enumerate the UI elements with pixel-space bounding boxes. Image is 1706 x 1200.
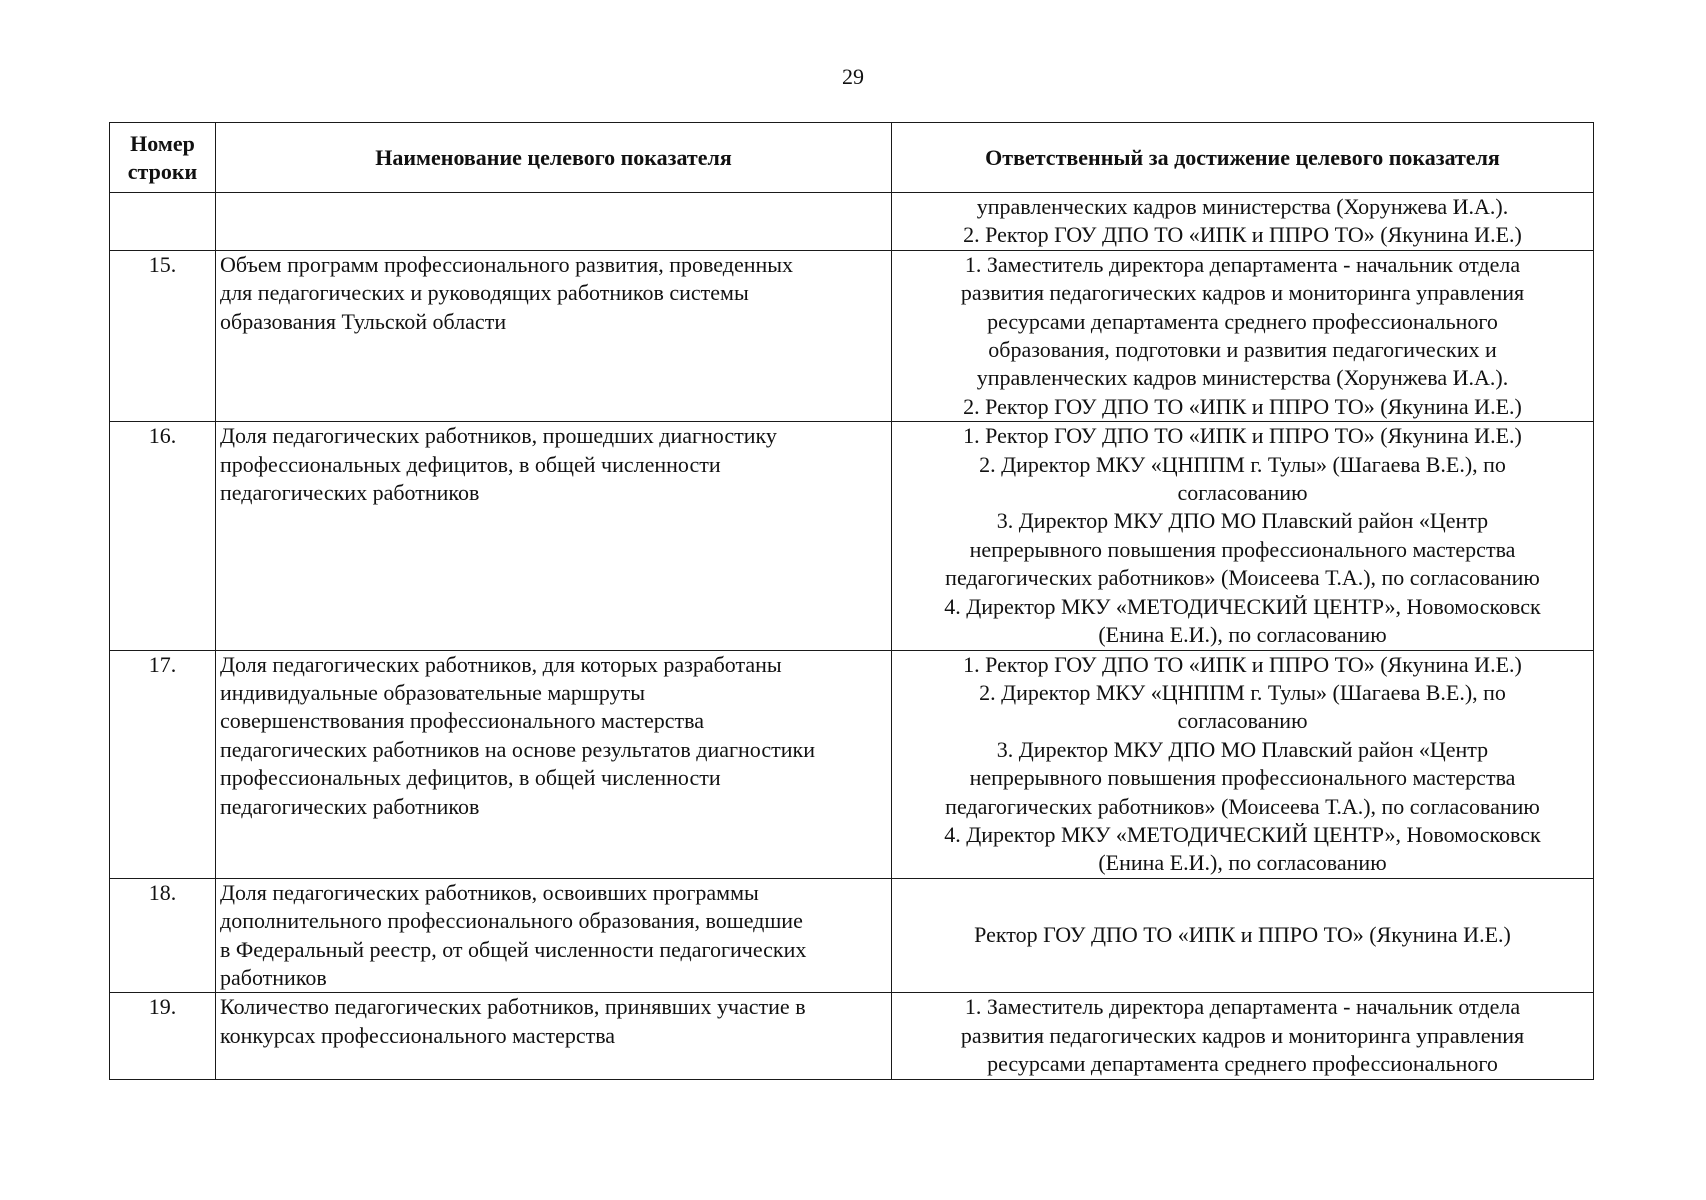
- row-number: 15.: [110, 250, 216, 421]
- responsible-line: 2. Ректор ГОУ ДПО ТО «ИПК и ППРО ТО» (Якунина И.Е.): [963, 222, 1522, 248]
- header-indicator-name: Наименование целевого показателя: [216, 123, 892, 193]
- indicator-name-line: педагогических работников: [220, 480, 480, 506]
- responsible-line: непрерывного повышения профессионального мастерства: [969, 765, 1516, 791]
- table-row: [110, 250, 1594, 421]
- responsible-line: непрерывного повышения профессионального мастерства: [969, 536, 1516, 562]
- responsible-line: согласованию: [1177, 708, 1308, 734]
- responsible-line: 4. Директор МКУ «МЕТОДИЧЕСКИЙ ЦЕНТР», Новомосковск: [944, 593, 1541, 619]
- indicators-table: [109, 122, 1594, 1080]
- responsible-line: ресурсами департамента среднего профессионального: [987, 308, 1498, 334]
- responsible-line: 3. Директор МКУ ДПО МО Плавский район «Центр: [996, 736, 1489, 762]
- responsible-line: (Енина Е.И.), по согласованию: [1098, 622, 1387, 648]
- responsible-line: развития педагогических кадров и мониторинга управления: [960, 1022, 1525, 1048]
- indicator-name-line: совершенствования профессионального мастерства: [220, 708, 704, 734]
- indicator-name-line: для педагогических и руководящих работников системы: [220, 280, 749, 306]
- indicator-name-line: Доля педагогических работников, для которых разработаны: [220, 651, 782, 677]
- responsible-line: согласованию: [1177, 480, 1308, 506]
- responsible-cell: [892, 193, 1594, 251]
- row-number: [110, 193, 216, 251]
- indicator-name-line: работников: [220, 964, 327, 990]
- page-number: 29: [842, 64, 864, 89]
- responsible-line: (Енина Е.И.), по согласованию: [1098, 850, 1387, 876]
- responsible-line: 3. Директор МКУ ДПО МО Плавский район «Центр: [996, 508, 1489, 534]
- indicator-name-cell: [216, 878, 892, 993]
- responsible-cell: [892, 878, 1594, 993]
- header-row-number-line: строки: [127, 158, 198, 184]
- indicator-name-cell: [216, 422, 892, 650]
- indicator-name-cell: [216, 650, 892, 878]
- indicator-name-cell: [216, 993, 892, 1079]
- indicator-name-line: Количество педагогических работников, принявших участие в: [220, 994, 806, 1020]
- responsible-cell: [892, 993, 1594, 1079]
- indicator-name-cell: [216, 193, 892, 251]
- responsible-line: 1. Заместитель директора департамента - начальник отдела: [964, 994, 1521, 1020]
- responsible-line: педагогических работников» (Моисеева Т.А.), по согласованию: [945, 565, 1540, 591]
- responsible-line: 2. Директор МКУ «ЦНППМ г. Тулы» (Шагаева В.Е.), по: [979, 451, 1506, 477]
- header-row-number: [110, 123, 216, 193]
- table-row: [110, 993, 1594, 1079]
- indicator-name-cell: [216, 250, 892, 421]
- indicator-name-line: Доля педагогических работников, освоивших программы: [220, 879, 759, 905]
- responsible-line: ресурсами департамента среднего профессионального: [987, 1051, 1498, 1077]
- responsible-cell: [892, 422, 1594, 650]
- header-responsible: Ответственный за достижение целевого показателя: [892, 123, 1594, 193]
- indicator-name-line: педагогических работников на основе результатов диагностики: [220, 736, 815, 762]
- responsible-line: 4. Директор МКУ «МЕТОДИЧЕСКИЙ ЦЕНТР», Новомосковск: [944, 821, 1541, 847]
- responsible-line: образования, подготовки и развития педагогических и: [988, 337, 1497, 363]
- table-header-row: [110, 123, 1594, 193]
- responsible-line: 2. Директор МКУ «ЦНППМ г. Тулы» (Шагаева В.Е.), по: [979, 679, 1506, 705]
- responsible-line: 1. Ректор ГОУ ДПО ТО «ИПК и ППРО ТО» (Якунина И.Е.): [963, 423, 1522, 449]
- row-number: 18.: [110, 878, 216, 993]
- row-number: 16.: [110, 422, 216, 650]
- table-row: [110, 878, 1594, 993]
- row-number: 17.: [110, 650, 216, 878]
- table-row: [110, 422, 1594, 650]
- indicator-name-line: конкурсах профессионального мастерства: [220, 1022, 616, 1048]
- responsible-line: педагогических работников» (Моисеева Т.А.), по согласованию: [945, 793, 1540, 819]
- indicator-name-line: индивидуальные образовательные маршруты: [220, 679, 645, 705]
- responsible-line: 1. Ректор ГОУ ДПО ТО «ИПК и ППРО ТО» (Якунина И.Е.): [963, 651, 1522, 677]
- responsible-cell: [892, 250, 1594, 421]
- table-row: [110, 650, 1594, 878]
- responsible-line: развития педагогических кадров и мониторинга управления: [960, 280, 1525, 306]
- responsible-cell: [892, 650, 1594, 878]
- header-row-number-line: Номер: [130, 130, 195, 156]
- indicator-name-line: образования Тульской области: [220, 308, 507, 334]
- indicator-name-line: Доля педагогических работников, прошедших диагностику: [220, 423, 777, 449]
- indicator-name-line: Объем программ профессионального развития, проведенных: [220, 251, 794, 277]
- table-body: [110, 193, 1594, 1080]
- indicator-name-line: дополнительного профессионального образования, вошедшие: [220, 908, 803, 934]
- row-number: 19.: [110, 993, 216, 1079]
- indicator-name-line: профессиональных дефицитов, в общей численности: [220, 765, 721, 791]
- responsible-line: 2. Ректор ГОУ ДПО ТО «ИПК и ППРО ТО» (Якунина И.Е.): [963, 393, 1522, 419]
- responsible-line: Ректор ГОУ ДПО ТО «ИПК и ППРО ТО» (Якунина И.Е.): [974, 922, 1511, 948]
- indicator-name-line: в Федеральный реестр, от общей численности педагогических: [220, 936, 807, 962]
- table-row: [110, 193, 1594, 251]
- responsible-line: управленческих кадров министерства (Хорунжева И.А.).: [976, 365, 1509, 391]
- indicator-name-line: профессиональных дефицитов, в общей численности: [220, 451, 721, 477]
- responsible-line: 1. Заместитель директора департамента - начальник отдела: [964, 251, 1521, 277]
- responsible-line: управленческих кадров министерства (Хорунжева И.А.).: [976, 194, 1509, 219]
- indicator-name-line: педагогических работников: [220, 793, 480, 819]
